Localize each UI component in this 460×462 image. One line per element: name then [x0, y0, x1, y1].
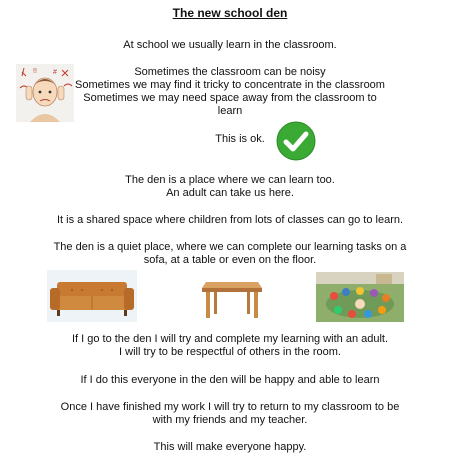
table-image	[200, 274, 264, 320]
try-line-1: If I go to the den I will try and complete my learning with an adult.	[71, 333, 389, 345]
svg-text:#: #	[53, 69, 57, 76]
svg-text:!!: !!	[33, 68, 37, 75]
shared-text: It is a shared space where children from lots of classes can go to learn.	[56, 214, 404, 226]
noisy-line-4: learn	[217, 105, 243, 117]
quiet-line-2: sofa, at a table or even on the floor.	[143, 254, 317, 266]
sofa-image	[47, 270, 137, 322]
document-title: The new school den	[172, 6, 288, 20]
noisy-line-2: Sometimes we may find it tricky to concentrate in the classroom	[75, 79, 385, 91]
happy-text: If I do this everyone in the den will be happy and able to learn	[80, 374, 380, 386]
closing-text: This will make everyone happy.	[153, 441, 307, 453]
den-line-2: An adult can take us here.	[166, 187, 294, 199]
den-line-1: The den is a place where we can learn too.	[125, 174, 335, 186]
return-line-2: with my friends and my teacher.	[152, 414, 308, 426]
noisy-line-1: Sometimes the classroom can be noisy	[134, 66, 326, 78]
children-on-floor-image	[316, 272, 404, 322]
intro-text: At school we usually learn in the classroom.	[123, 39, 337, 51]
quiet-line-1: The den is a quiet place, where we can complete our learning tasks on a	[53, 241, 407, 253]
check-mark-icon	[276, 121, 316, 161]
noisy-line-3: Sometimes we may need space away from the classroom to	[83, 92, 377, 104]
try-line-2: I will try to be respectful of others in the room.	[119, 346, 341, 358]
ok-text: This is ok.	[215, 133, 265, 145]
return-line-1: Once I have finished my work I will try to return to my classroom to be	[60, 401, 400, 413]
